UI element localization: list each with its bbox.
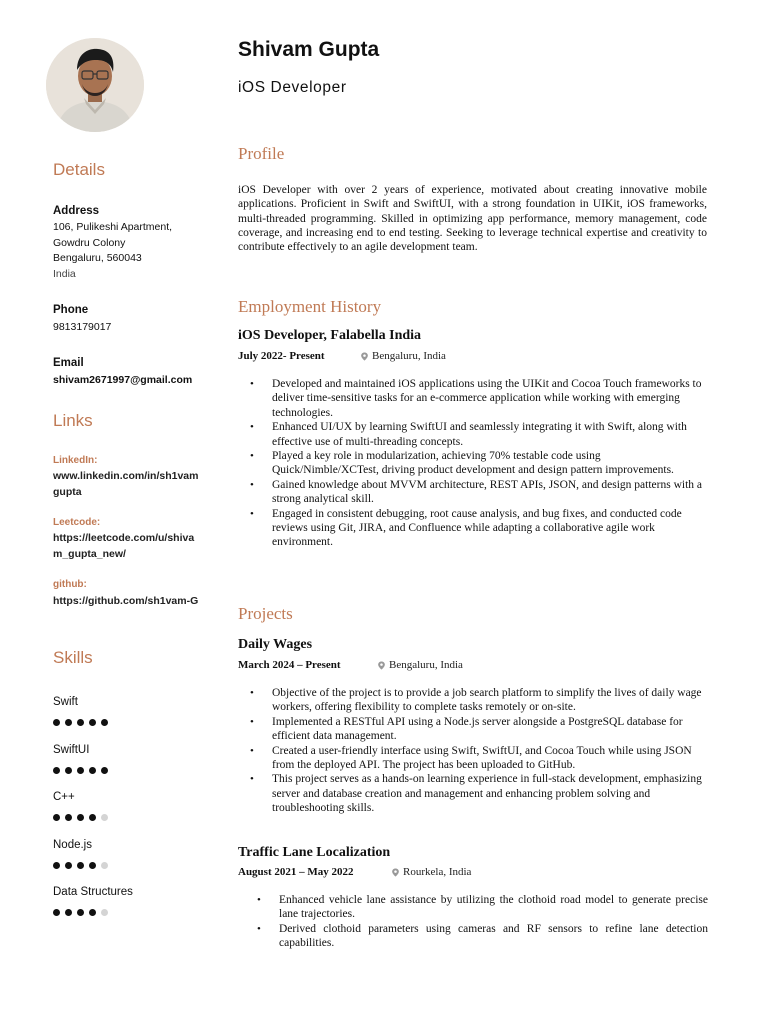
project-1-location <box>377 659 463 671</box>
bullet-item: • Played a key role in modularization, achieving 70% testable code using Quick/Nimble/XCTest, driving product development and design pattern improvements. <box>272 449 708 478</box>
project-1-title: Daily Wages <box>238 637 313 652</box>
rating-dot-filled <box>89 909 96 916</box>
rating-dot-filled <box>65 909 72 916</box>
email-label: Email <box>53 357 84 369</box>
bullet-item: • Created a user-friendly interface using Swift, SwiftUI, and Cocoa Touch while using JSON from the deployed API. The project has been uploaded to GitHub. <box>272 744 708 773</box>
phone-value: 9813179017 <box>53 321 112 333</box>
project-2-bullets <box>279 893 708 951</box>
job-title: iOS Developer <box>238 79 347 96</box>
rating-dot-filled <box>53 862 60 869</box>
skill-rating <box>53 719 108 726</box>
project-1-bullets <box>272 686 708 816</box>
leetcode-label: Leetcode: <box>53 517 101 528</box>
bullet-item: • Implemented a RESTful API using a Node.js server alongside a PostgreSQL database for efficient data management. <box>272 715 708 744</box>
job-1-bullets <box>272 377 708 550</box>
employment-heading: Employment History <box>238 297 382 316</box>
rating-dot-filled <box>65 767 72 774</box>
rating-dot-filled <box>65 814 72 821</box>
rating-dot-empty <box>101 814 108 821</box>
bullet-item: • Derived clothoid parameters using cameras and RF sensors to refine lane detection capabilities. <box>279 922 708 951</box>
avatar <box>46 38 144 132</box>
projects-heading: Projects <box>238 604 293 623</box>
rating-dot-filled <box>53 814 60 821</box>
rating-dot-filled <box>77 719 84 726</box>
address-line-2: Gowdru Colony <box>53 236 126 249</box>
bullet-item: • Objective of the project is to provide a job search platform to simplify the lives of daily wage workers, offering flexibility to complete tasks remotely or on-site. <box>272 686 708 715</box>
phone-label: Phone <box>53 304 89 316</box>
rating-dot-filled <box>77 814 84 821</box>
rating-dot-filled <box>65 862 72 869</box>
rating-dot-filled <box>89 814 96 821</box>
job-1-title: iOS Developer, Falabella India <box>238 328 422 343</box>
project-2-location <box>391 866 471 878</box>
skill-rating <box>53 814 108 821</box>
github-label: github: <box>53 579 87 590</box>
skill-name: Node.js <box>53 838 92 851</box>
project-2-dates: August 2021 – May 2022 <box>238 866 354 878</box>
rating-dot-filled <box>77 767 84 774</box>
job-1-location <box>360 350 446 362</box>
linkedin-link[interactable]: www.linkedin.com/in/sh1vamgupta <box>53 470 199 498</box>
skill-rating <box>53 909 108 916</box>
candidate-name: Shivam Gupta <box>238 38 380 61</box>
location-pin-icon <box>391 868 400 877</box>
project-1-dates: March 2024 – Present <box>238 659 341 671</box>
bullet-item: • Developed and maintained iOS applications using the UIKit and Cocoa Touch frameworks to deliver time-sensitive tasks for an e-commerce application while working with emerging technologies. <box>272 377 708 420</box>
rating-dot-filled <box>77 909 84 916</box>
address-line-1: 106, Pulikeshi Apartment, <box>53 221 173 233</box>
github-link[interactable]: https://github.com/sh1vam-G <box>53 595 199 607</box>
address-line-3: Bengaluru, 560043 <box>53 252 142 264</box>
rating-dot-filled <box>65 719 72 726</box>
job-1-dates: July 2022- Present <box>238 350 325 362</box>
rating-dot-empty <box>101 909 108 916</box>
skill-name: Swift <box>53 696 78 708</box>
rating-dot-filled <box>89 767 96 774</box>
rating-dot-empty <box>101 862 108 869</box>
location-pin-icon <box>377 661 386 670</box>
address-line-4: India <box>53 267 76 280</box>
skill-rating <box>53 767 108 774</box>
skill-name: Data Structures <box>53 886 133 898</box>
rating-dot-filled <box>53 909 60 916</box>
bullet-item: • Engaged in consistent debugging, root cause analysis, and bug fixes, and conducted code reviews using Git, JIRA, and Confluence while adapting a collaborative agile work environment. <box>272 507 708 550</box>
linkedin-label: LinkedIn: <box>53 455 98 466</box>
project-2-title: Traffic Lane Localization <box>238 845 391 860</box>
rating-dot-filled <box>77 862 84 869</box>
project-2-location-text: Rourkela, India <box>403 866 472 878</box>
rating-dot-filled <box>53 767 60 774</box>
email-value[interactable]: shivam2671997@gmail.com <box>53 374 193 386</box>
links-heading: Links <box>53 411 93 430</box>
location-pin-icon <box>360 352 369 361</box>
avatar-photo <box>46 38 144 132</box>
leetcode-link[interactable]: https://leetcode.com/u/shivam_gupta_new/ <box>53 532 195 560</box>
rating-dot-filled <box>101 767 108 774</box>
project-1-location-text: Bengaluru, India <box>389 659 463 671</box>
skill-name: C++ <box>53 791 75 803</box>
profile-heading: Profile <box>238 144 285 163</box>
bullet-item: • Enhanced vehicle lane assistance by utilizing the clothoid road model to generate precise lane trajectories. <box>279 893 708 922</box>
skill-name: SwiftUI <box>53 743 90 756</box>
skill-rating <box>53 862 108 869</box>
skills-heading: Skills <box>53 648 93 667</box>
job-1-location-text: Bengaluru, India <box>372 350 446 362</box>
rating-dot-filled <box>89 719 96 726</box>
bullet-item: • Gained knowledge about MVVM architecture, REST APIs, JSON, and design patterns with a strong analytical skill. <box>272 478 708 507</box>
details-heading: Details <box>53 160 105 179</box>
bullet-item: • This project serves as a hands-on learning experience in full-stack development, emphasizing server and database creation and management and enhancing problem solving and troubleshooting skills. <box>272 772 708 815</box>
rating-dot-filled <box>101 719 108 726</box>
rating-dot-filled <box>89 862 96 869</box>
profile-text: iOS Developer with over 2 years of experience, motivated about creating innovative mobile applications. Proficient in Swift and SwiftUI, with a strong foundation in UIKit, iOS frameworks, multi-threaded programming. Skilled in optimizing app performance, memory management, code coverage, and increasing end to end testing. Seeking to leverage technical expertise and creativity to contribute effectively to an agile development team. <box>238 184 707 254</box>
rating-dot-filled <box>53 719 60 726</box>
address-label: Address <box>53 205 100 217</box>
bullet-item: • Enhanced UI/UX by learning SwiftUI and seamlessly integrating it with Swift, along with effective use of multi-threading concepts. <box>272 420 708 449</box>
